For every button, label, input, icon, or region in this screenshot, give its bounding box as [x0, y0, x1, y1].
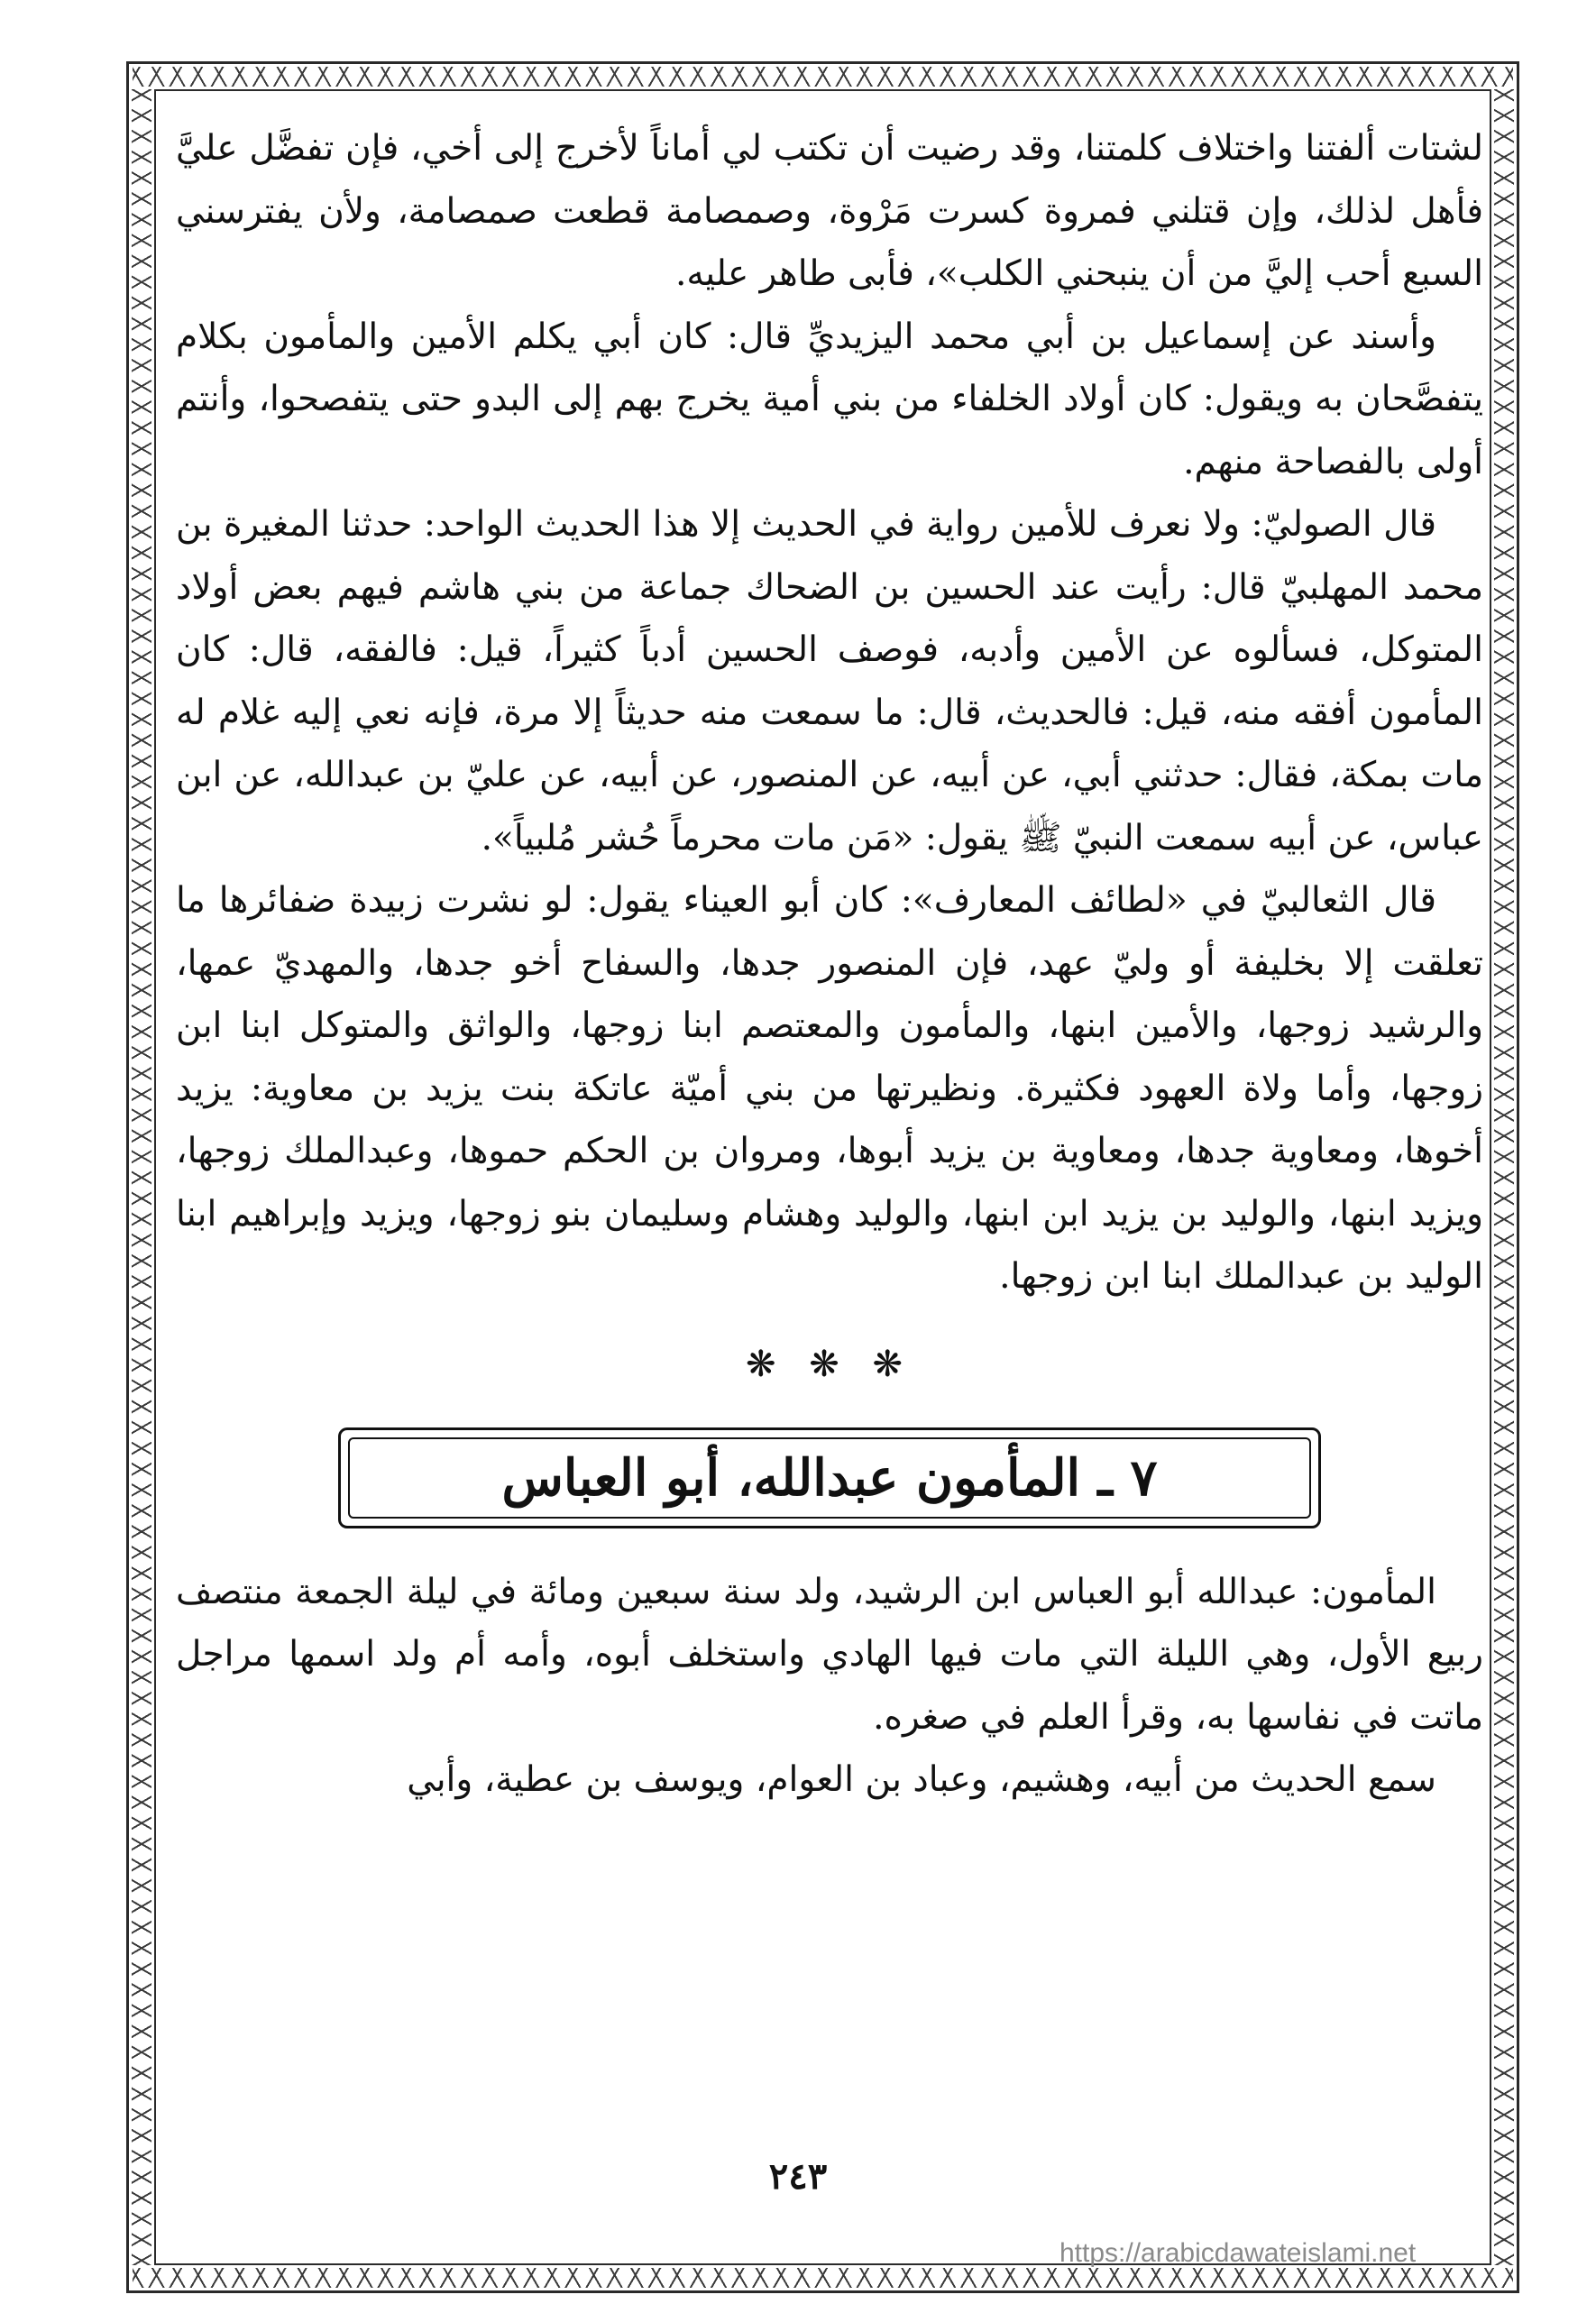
- watermark-url: https://arabicdawateislami.net: [1059, 2238, 1417, 2268]
- decorative-border-left: [132, 89, 151, 2265]
- section-title-box: [338, 1427, 1321, 1528]
- section-title: ٧ ـ المأمون عبدالله، أبو العباس: [501, 1447, 1158, 1508]
- decorative-border-bottom: [133, 2268, 1513, 2288]
- paragraph-2: وأسند عن إسماعيل بن أبي محمد اليزيديِّ قال: كان أبي يكلم الأمين والمأمون بكلام يتفصَّحان به ويقول: كان أولاد الخلفاء من بني أمية يخرج بهم إلى البدو حتى يتفصحوا، وأنتم أولى بالفصاحة منهم.: [176, 316, 1483, 482]
- paragraph-1: لشتات ألفتنا واختلاف كلمتنا، وقد رضيت أن تكتب لي أماناً لأخرج إلى أخي، فإن تفضَّل عليَّ فأهل لذلك، وإن قتلني فمروة كسرت مَرْوة، وصمصامة قطعت صمصامة، ولأن يفترسني السبع أحب إليَّ من أن ينبحني الكلب»، فأبى طاهر عليه.: [176, 128, 1483, 294]
- page-number: ٢٤٣: [768, 2155, 828, 2198]
- paragraph-3: قال الصوليّ: ولا نعرف للأمين رواية في الحديث إلا هذا الحديث الواحد: حدثنا المغيرة بن محمد المهلبيّ قال: رأيت عند الحسين بن الضحاك جماعة من بني هاشم فيهم بعض أولاد المتوكل، فسألوه عن الأمين وأدبه، فوصف الحسين أدباً كثيراً، قيل: فالفقه، قال: كان المأمون أفقه منه، قيل: فالحديث، قال: ما سمعت منه حديثاً إلا مرة، فإنه نعي إليه غلام له مات بمكة، فقال: حدثني أبي، عن أبيه، عن المنصور، عن أبيه، عن عليّ بن عبدالله، عن ابن عباس، عن أبيه سمعت النبيّ ﷺ يقول: «مَن مات محرماً حُشر مُلبياً».: [176, 504, 1483, 858]
- decorative-border-right: [1494, 89, 1514, 2265]
- section-separator: ❋ ❋ ❋: [746, 1343, 913, 1385]
- decorative-border-top: [133, 67, 1513, 87]
- paragraph-4: قال الثعالبيّ في «لطائف المعارف»: كان أبو العيناء يقول: لو نشرت زبيدة ضفائرها ما تعلقت إلا بخليفة أو وليّ عهد، فإن المنصور جدها، والسفاح أخو جدها، والمهديّ عمها، والرشيد زوجها، والأمين ابنها، والمأمون والمعتصم ابنا زوجها، والواثق والمتوكل ابنا ابن زوجها، وأما ولاة العهود فكثيرة. ونظيرتها من بني أميّة عاتكة بنت يزيد بن معاوية: يزيد أخوها، ومعاوية جدها، ومعاوية بن يزيد أبوها، ومروان بن الحكم حموها، وعبدالملك زوجها، ويزيد ابنها، والوليد بن يزيد ابن ابنها، والوليد وهشام وسليمان بنو زوجها، ويزيد وإبراهيم ابنا الوليد بن عبدالملك ابنا ابن زوجها.: [176, 880, 1483, 1297]
- section-paragraph-2: سمع الحديث من أبيه، وهشيم، وعباد بن العوام، ويوسف بن عطية، وأبي: [407, 1759, 1436, 1800]
- page-body: [176, 117, 1483, 1812]
- section-paragraph-1: المأمون: عبدالله أبو العباس ابن الرشيد، ولد سنة سبعين ومائة في ليلة الجمعة منتصف ربيع الأول، وهي الليلة التي مات فيها الهادي واستخلف أبوه، وأمه أم ولد اسمها مراجل ماتت في نفاسها به، وقرأ العلم في صغره.: [176, 1571, 1483, 1738]
